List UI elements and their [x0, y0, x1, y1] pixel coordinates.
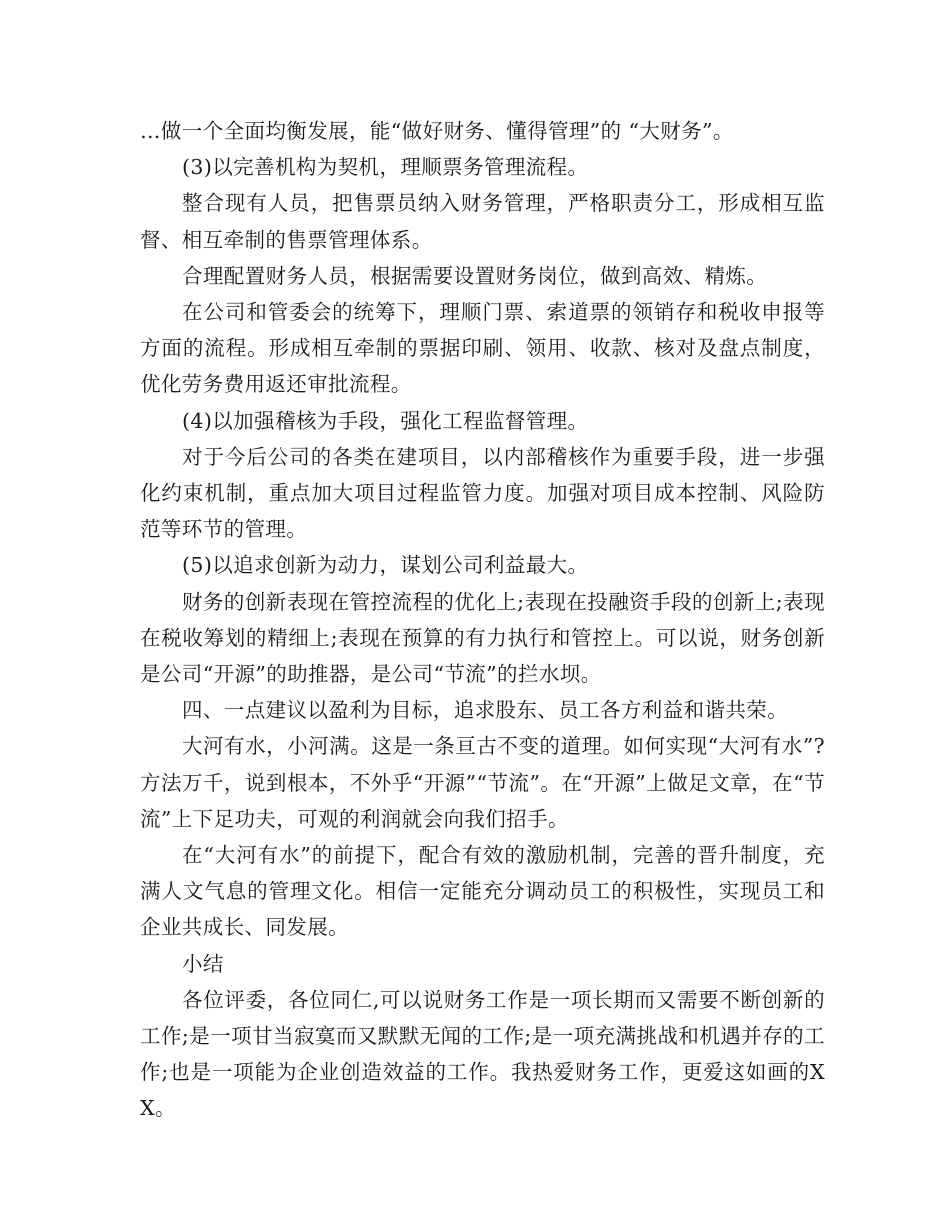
paragraph-incentives: 在“大河有水”的前提下，配合有效的激励机制，完善的晋升制度，充满人文气息的管理文化。相信一定能充分调动员工的积极性，实现员工和企业共成长、同发展。 — [140, 843, 825, 940]
document-body — [140, 113, 825, 1127]
paragraph-continuation: …做一个全面均衡发展，能“做好财务、懂得管理”的 “大财务”。 — [140, 119, 734, 143]
paragraph-finance-staffing: 合理配置财务人员，根据需要设置财务岗位，做到高效、精炼。 — [182, 263, 768, 288]
heading-innovation: (5)以追求创新为动力，谋划公司利益最大。 — [182, 553, 589, 578]
paragraph-project-audit: 对于今后公司的各类在建项目，以内部稽核作为重要手段，进一步强化约束机制，重点加大项目过程监管力度。加强对项目成本控制、风险防范等环节的管理。 — [140, 444, 825, 542]
paragraph-big-river: 大河有水，小河满。这是一条亘古不变的道理。如何实现“大河有水”?方法万千，说到根本，不外乎“开源”“节流”。在“开源”上做足文章，在“节流”上下足功夫，可观的利润就会向我们招手。 — [140, 734, 825, 831]
heading-audit-supervision: (4)以加强稽核为手段，强化工程监督管理。 — [182, 408, 589, 433]
heading-ticket-management: (3)以完善机构为契机，理顺票务管理流程。 — [182, 155, 589, 180]
heading-summary: 小结 — [182, 951, 224, 976]
paragraph-summary: 各位评委，各位同仁,可以说财务工作是一项长期而又需要不断创新的工作;是一项甘当寂寞而又默默无闻的工作;是一项充满挑战和机遇并存的工作;也是一项能为企业创造效益的工作。我热爱财务工作，更爱这如画的XX。 — [140, 987, 825, 1121]
heading-suggestion: 四、一点建议以盈利为目标，追求股东、员工各方利益和谐共荣。 — [182, 698, 789, 723]
paragraph-ticket-process: 在公司和管委会的统筹下，理顺门票、索道票的领销存和税收申报等方面的流程。形成相互牵制的票据印刷、领用、收款、核对及盘点制度，优化劳务费用返还审批流程。 — [140, 300, 825, 397]
paragraph-finance-innovation: 财务的创新表现在管控流程的优化上;表现在投融资手段的创新上;表现在税收筹划的精细上;表现在预算的有力执行和管控上。可以说，财务创新是公司“开源”的助推器，是公司“节流”的拦水坝。 — [140, 589, 825, 687]
paragraph-integrate-staff: 整合现有人员，把售票员纳入财务管理，严格职责分工，形成相互监督、相互牵制的售票管理体系。 — [140, 191, 825, 252]
